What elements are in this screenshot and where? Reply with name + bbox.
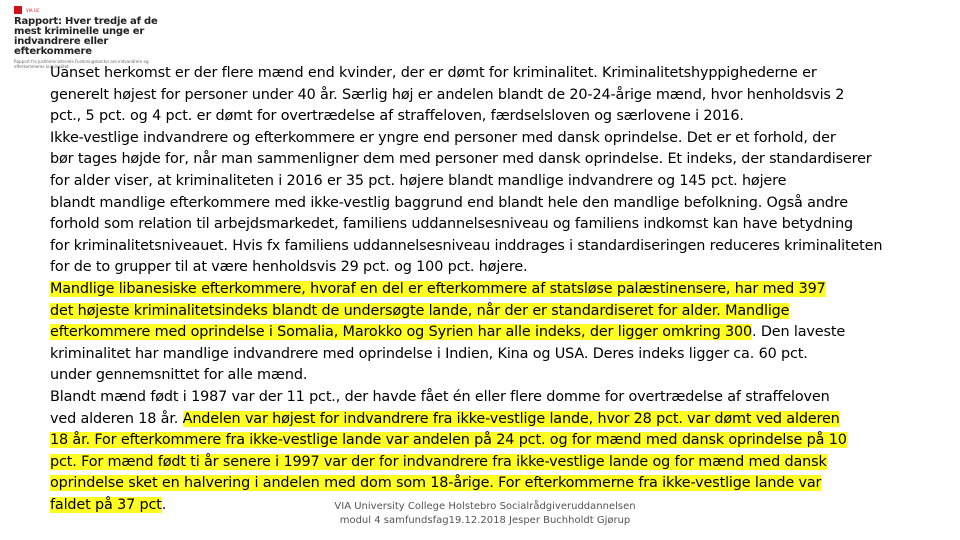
footer-line-1: VIA University College Holstebro Socialrådgiveruddannelsen xyxy=(334,501,636,512)
text-segment: forhold som relation til arbejdsmarkedet, familiens uddannelsesniveau og familiens indkomst kan have betydning xyxy=(50,216,854,233)
text-segment: pct., 5 pct. og 4 pct. er dømt for overtrædelse af straffeloven, færdselsloven og særlovene i 2016. xyxy=(50,108,744,125)
text-segment: for kriminalitetsniveauet. Hvis fx familiens uddannelsesniveau inddrages i standardiseringen reduceres kriminaliteten xyxy=(50,237,883,254)
text-line xyxy=(50,301,930,323)
text-line xyxy=(50,344,930,366)
text-line xyxy=(50,430,930,452)
highlighted-text: efterkommere med oprindelse i Somalia, Marokko og Syrien har alle indeks, der ligger omkring 300 xyxy=(50,324,753,341)
highlighted-text: oprindelse sket en halvering i andelen med dom som 18-årige. For efterkommerne fra ikke-vestlige lande var xyxy=(50,475,822,492)
text-line xyxy=(50,279,930,301)
text-line xyxy=(50,236,930,258)
text-line xyxy=(50,452,930,474)
text-segment: . xyxy=(161,496,167,513)
text-line xyxy=(50,106,930,128)
highlighted-text: 18 år. For efterkommere fra ikke-vestlige lande var andelen på 24 pct. og for mænd med dansk oprindelse på 10 xyxy=(50,432,847,449)
text-line xyxy=(50,63,930,85)
text-segment: . Den laveste xyxy=(752,324,846,341)
article-subtitle: Rapport fra Justitsministeriets Forskningskontor om indvandrere og efterkommeres kriminalitet xyxy=(14,59,149,69)
text-line xyxy=(50,257,930,279)
article-title: Rapport: Hver tredje af de mest kriminelle unge er indvandrere eller efterkommere xyxy=(14,16,158,57)
text-line xyxy=(50,409,930,431)
logo-text: VIA UC xyxy=(26,7,40,13)
highlighted-text: pct. For mænd født ti år senere i 1997 var der for indvandrere fra ikke-vestlige lande og for mænd med dansk xyxy=(50,453,827,470)
text-line xyxy=(50,193,930,215)
highlighted-text: Mandlige libanesiske efterkommere, hvoraf en del er efterkommere af statsløse palæstinensere, har med 397 xyxy=(50,280,826,297)
text-segment: Ikke-vestlige indvandrere og efterkommere er yngre end personer med dansk oprindelse. Det er et forhold, der xyxy=(50,129,836,146)
highlighted-text: det højeste kriminalitetsindeks blandt de undersøgte lande, når der er standardiseret for alder. Mandlige xyxy=(50,302,790,319)
highlighted-text: Andelen var højest for indvandrere fra ikke-vestlige lande, hvor 28 pct. var dømt ved alderen xyxy=(182,410,840,427)
text-line xyxy=(50,322,930,344)
body-text xyxy=(50,63,930,516)
text-segment: under gennemsnittet for alle mænd. xyxy=(50,367,308,384)
text-segment: bør tages højde for, når man sammenligner dem med personer med dansk oprindelse. Et indeks, der standardiserer xyxy=(50,151,872,168)
slide-footer xyxy=(330,500,640,528)
text-line xyxy=(50,214,930,236)
article-thumbnail xyxy=(14,6,164,69)
text-line xyxy=(50,85,930,107)
text-line xyxy=(50,149,930,171)
text-segment: ved alderen 18 år. xyxy=(50,410,183,427)
text-line xyxy=(50,171,930,193)
text-segment: Blandt mænd født i 1987 var der 11 pct., der havde fået én eller flere domme for overtrædelse af straffeloven xyxy=(50,388,830,405)
footer-line-2: modul 4 samfundsfag19.12.2018 Jesper Buchholdt Gjørup xyxy=(339,515,631,526)
text-line xyxy=(50,365,930,387)
logo xyxy=(14,6,164,14)
text-line xyxy=(50,387,930,409)
text-segment: for alder viser, at kriminaliteten i 2016 er 35 pct. højere blandt mandlige indvandrere og 145 pct. højere xyxy=(50,172,787,189)
text-segment: kriminalitet har mandlige indvandrere med oprindelse i Indien, Kina og USA. Deres indeks ligger ca. 60 pct. xyxy=(50,345,808,362)
text-segment: blandt mandlige efterkommere med ikke-vestlig baggrund end blandt hele den mandlige befolkning. Også andre xyxy=(50,194,848,211)
text-line xyxy=(50,473,930,495)
text-segment: generelt højest for personer under 40 år. Særlig høj er andelen blandt de 20-24-årige mænd, hvor henholdsvis 2 xyxy=(50,86,845,103)
highlighted-text: faldet på 37 pct xyxy=(50,496,162,513)
logo-mark-icon xyxy=(14,6,22,14)
text-segment: for de to grupper til at være henholdsvis 29 pct. og 100 pct. højere. xyxy=(50,259,528,276)
text-line xyxy=(50,128,930,150)
text-segment: Uanset herkomst er der flere mænd end kvinder, der er dømt for kriminalitet. Kriminalitetshyppighederne er xyxy=(50,65,817,81)
